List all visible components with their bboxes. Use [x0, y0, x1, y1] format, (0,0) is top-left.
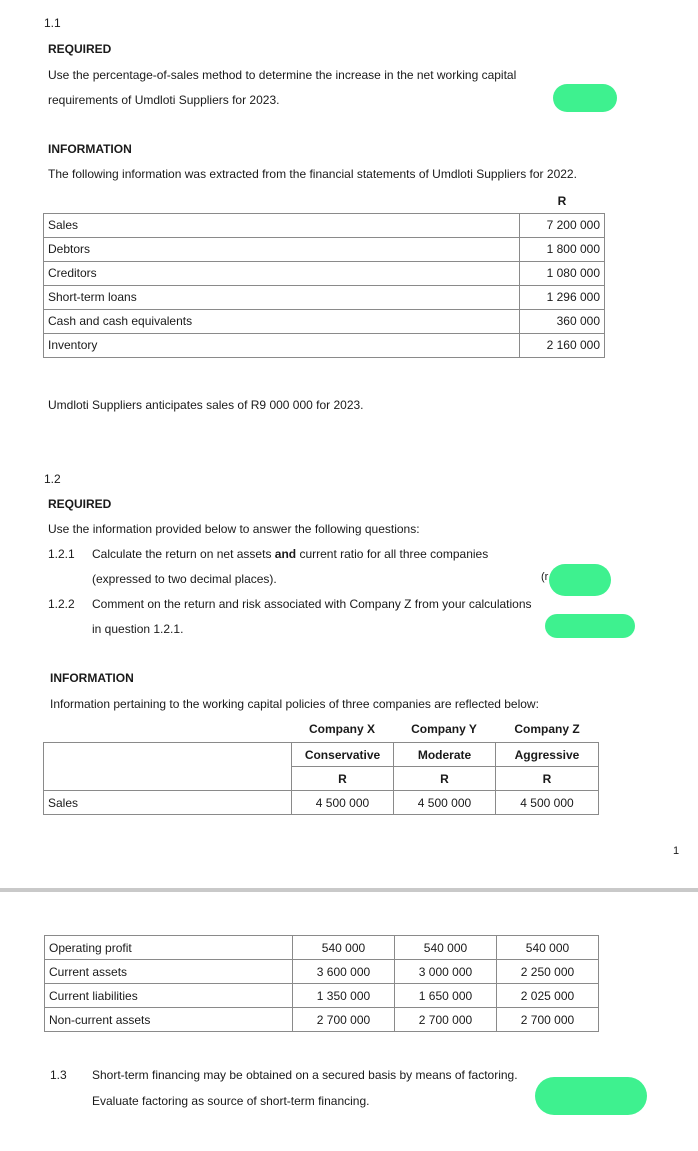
- highlight-blob: [545, 614, 635, 638]
- table-company-financials: [44, 935, 599, 1032]
- question-1-2-2-line-1: Comment on the return and risk associated with Company Z from your calculations: [92, 597, 532, 611]
- question-number-1-2-1: 1.2.1: [48, 547, 75, 561]
- row-value: 1 296 000: [520, 285, 605, 309]
- row-label: Current assets: [45, 960, 293, 984]
- row-value: 1 800 000: [520, 237, 605, 261]
- row-value: 2 700 000: [395, 1008, 497, 1032]
- section-number-1-1: 1.1: [44, 16, 61, 30]
- row-value: 3 000 000: [395, 960, 497, 984]
- row-value: 2 700 000: [497, 1008, 599, 1032]
- required-text-line-1: Use the percentage-of-sales method to determine the increase in the net working capital: [48, 68, 517, 82]
- table-row: [45, 960, 599, 984]
- row-label: Short-term loans: [44, 285, 520, 309]
- section-1-3-line-1: Short-term financing may be obtained on a secured basis by means of factoring.: [92, 1068, 518, 1082]
- row-label: Operating profit: [45, 936, 293, 960]
- highlight-blob: [553, 84, 617, 112]
- row-label: Debtors: [44, 237, 520, 261]
- row-label: Inventory: [44, 333, 520, 357]
- table-row: [44, 237, 605, 261]
- row-value: 1 650 000: [395, 984, 497, 1008]
- info-heading-1-2: INFORMATION: [50, 671, 134, 685]
- row-label: Sales: [44, 213, 520, 237]
- company-y-name: Company Y: [411, 722, 477, 736]
- company-x-policy: Conservative: [292, 743, 394, 767]
- info-text-1-1: The following information was extracted from the financial statements of Umdloti Suppliers for 2022.: [48, 167, 577, 181]
- row-value: 3 600 000: [293, 960, 395, 984]
- company-z-policy: Aggressive: [496, 743, 599, 767]
- row-value: 2 025 000: [497, 984, 599, 1008]
- page-number: 1: [673, 845, 680, 857]
- question-1-2-1-line-1: Calculate the return on net assets and current ratio for all three companies: [92, 547, 489, 561]
- margin-mark: (r: [541, 571, 549, 583]
- table-company-policies: [43, 742, 599, 815]
- row-value: 540 000: [497, 936, 599, 960]
- highlight-blob: [549, 564, 611, 596]
- company-y-currency: R: [394, 767, 496, 791]
- row-label: Sales: [44, 791, 292, 815]
- row-value: 2 250 000: [497, 960, 599, 984]
- required-heading-1-2: REQUIRED: [48, 497, 112, 511]
- table-row: [45, 984, 599, 1008]
- table-row: [44, 309, 605, 333]
- row-label: Creditors: [44, 261, 520, 285]
- row-value: 7 200 000: [520, 213, 605, 237]
- anticipated-sales-text: Umdloti Suppliers anticipates sales of R9 000 000 for 2023.: [48, 398, 364, 412]
- question-number-1-2-2: 1.2.2: [48, 597, 75, 611]
- page-divider: [0, 888, 698, 892]
- table-row: [44, 213, 605, 237]
- instructions-text: Use the information provided below to answer the following questions:: [48, 522, 420, 536]
- row-value: 2 700 000: [293, 1008, 395, 1032]
- section-1-3-line-2: Evaluate factoring as source of short-term financing.: [92, 1094, 370, 1108]
- company-z-name: Company Z: [514, 722, 580, 736]
- company-x-name: Company X: [308, 722, 375, 736]
- row-value: 2 160 000: [520, 333, 605, 357]
- table-row: [44, 261, 605, 285]
- company-z-currency: R: [496, 767, 599, 791]
- highlight-blob: [535, 1077, 647, 1115]
- table-umdloti-2022: [43, 189, 605, 358]
- table-row: [44, 333, 605, 357]
- row-value: 4 500 000: [496, 791, 599, 815]
- row-label: Cash and cash equivalents: [44, 309, 520, 333]
- row-value: 540 000: [395, 936, 497, 960]
- table-row: [45, 1008, 599, 1032]
- company-x-currency: R: [292, 767, 394, 791]
- row-value: 360 000: [520, 309, 605, 333]
- currency-header: R: [557, 193, 567, 208]
- row-value: 1 350 000: [293, 984, 395, 1008]
- question-1-2-1-line-2: (expressed to two decimal places).: [92, 572, 277, 586]
- row-label: Current liabilities: [45, 984, 293, 1008]
- table-row: [44, 791, 599, 815]
- question-1-2-2-line-2: in question 1.2.1.: [92, 622, 184, 636]
- row-value: 540 000: [293, 936, 395, 960]
- row-label: Non-current assets: [45, 1008, 293, 1032]
- table-row: [45, 936, 599, 960]
- required-text-line-2: requirements of Umdloti Suppliers for 2023.: [48, 93, 280, 107]
- section-number-1-3: 1.3: [50, 1068, 67, 1082]
- row-value: 4 500 000: [292, 791, 394, 815]
- company-y-policy: Moderate: [394, 743, 496, 767]
- row-value: 1 080 000: [520, 261, 605, 285]
- section-number-1-2: 1.2: [44, 472, 61, 486]
- required-heading-1-1: REQUIRED: [48, 42, 112, 56]
- table-row: [44, 285, 605, 309]
- row-value: 4 500 000: [394, 791, 496, 815]
- info-text-1-2: Information pertaining to the working capital policies of three companies are reflected below:: [50, 697, 539, 711]
- info-heading-1-1: INFORMATION: [48, 142, 132, 156]
